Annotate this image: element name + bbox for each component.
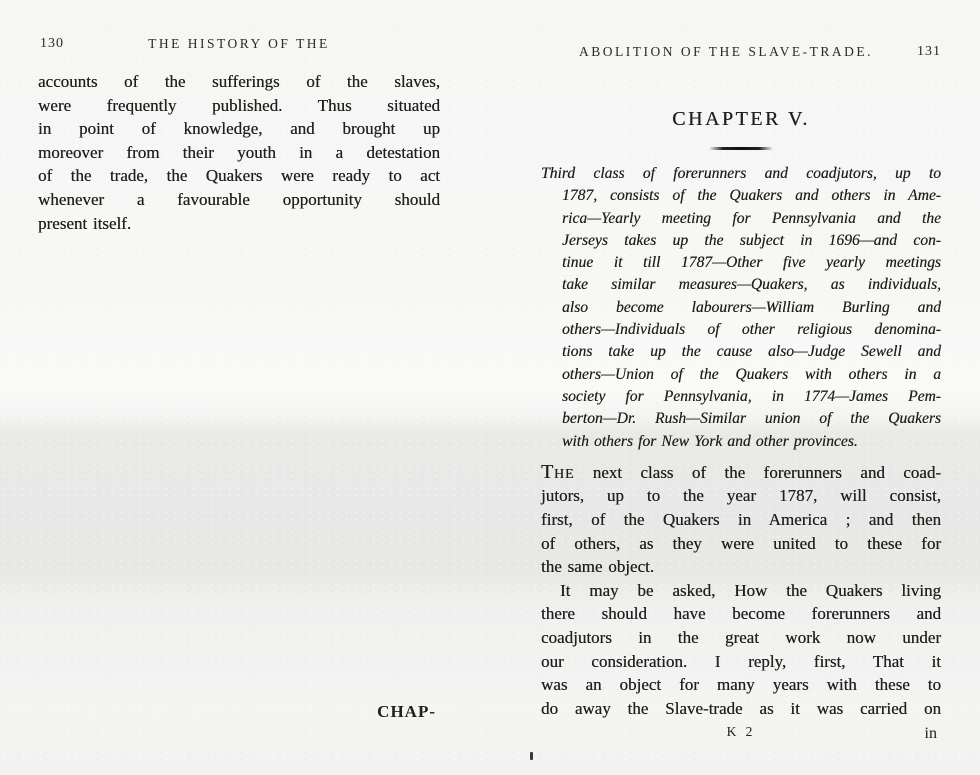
running-title-left: THE HISTORY OF THE	[148, 36, 330, 51]
text-line: 1787, consists of the Quakers and others in Ame-	[562, 187, 941, 205]
text-line: Third class of forerunners and coadjutors, up to	[541, 165, 941, 182]
text-line: whenever a favourable opportunity should	[38, 189, 440, 209]
left-page-header	[38, 36, 440, 54]
text-line: rica—Yearly meeting for Pennsylvania and the	[562, 209, 941, 227]
body-paragraph-1	[541, 461, 941, 579]
catchword-right: in	[924, 725, 937, 742]
signature-mark: K 2	[726, 724, 756, 739]
right-page	[541, 44, 941, 760]
text-line: society for Pennsylvania, in 1774—James Pem-	[562, 387, 941, 405]
page-number-left: 130	[40, 36, 64, 51]
text-line: It may be asked, How the Quakers living	[560, 580, 941, 600]
text-line: also become labourers—William Burling and	[562, 298, 941, 316]
text-line: of others, as they were united to these for	[541, 533, 941, 553]
text-line: our consideration. I reply, first, That it	[541, 651, 941, 671]
text-line: was an object for many years with these to	[541, 675, 941, 695]
text-line: others—Individuals of other religious denomina-	[562, 321, 941, 339]
text-line: first, of the Quakers in America ; and then	[541, 510, 941, 530]
text-line: do away the Slave-trade as it was carried on	[541, 698, 941, 718]
ink-speck	[530, 752, 533, 760]
right-page-footer	[541, 724, 941, 744]
text-line: tions take up the cause also—Judge Sewell and	[562, 343, 941, 361]
text-line: accounts of the sufferings of the slaves,	[38, 72, 440, 91]
text-line: in point of knowledge, and brought up	[38, 119, 440, 139]
text-line: jutors, up to the year 1787, will consist,	[541, 486, 941, 506]
running-title-right: ABOLITION OF THE SLAVE-TRADE.	[579, 44, 873, 59]
chapter-summary	[541, 163, 941, 453]
text-line: others—Union of the Quakers with others in a	[562, 365, 941, 383]
body-paragraph-2	[541, 579, 941, 721]
page-number-right: 131	[917, 44, 941, 59]
text-line: were frequently published. Thus situated	[38, 95, 440, 115]
text-line: The next class of the forerunners and coad-	[541, 460, 941, 483]
text-line: moreover from their youth in a detestation	[38, 142, 440, 162]
text-line: take similar measures—Quakers, as individuals,	[562, 276, 941, 294]
chapter-heading: CHAPTER V.	[672, 108, 810, 130]
text-line: there should have become forerunners and	[541, 604, 941, 624]
text-line: coadjutors in the great work now under	[541, 628, 941, 648]
left-page-paragraph	[38, 70, 440, 235]
text-line: berton—Dr. Rush—Similar union of the Quakers	[562, 410, 941, 428]
left-page	[38, 36, 440, 742]
text-line: Jerseys takes up the subject in 1696—and con-	[562, 231, 941, 249]
catchword-left: CHAP-	[377, 702, 436, 721]
chapter-divider-rule	[709, 147, 773, 150]
text-line: with others for New York and other provinces.	[562, 432, 858, 450]
text-line: the same object.	[541, 557, 654, 577]
text-line: of the trade, the Quakers were ready to act	[38, 166, 440, 186]
right-page-header	[541, 44, 941, 62]
text-line: present itself.	[38, 213, 132, 233]
lead-word-small-caps: The	[541, 460, 575, 483]
text-line: tinue it till 1787—Other five yearly meetings	[562, 254, 941, 272]
